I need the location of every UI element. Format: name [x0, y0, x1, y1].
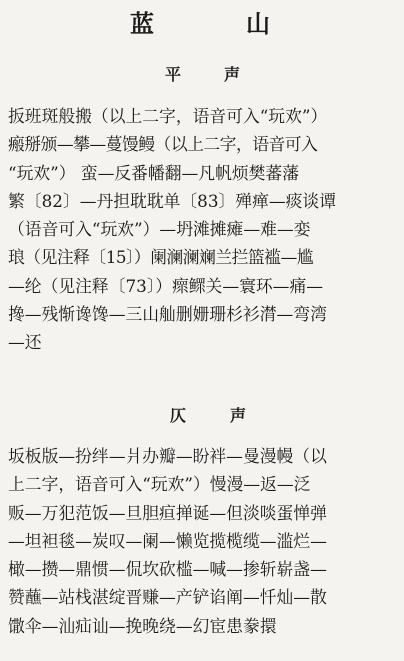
- text-line: 琅（见注释〔15〕）阑澜澜斓兰拦篮褴—尴: [8, 247, 314, 268]
- title-char-1: 蓝: [130, 9, 154, 38]
- heading-char-2: 声: [230, 406, 247, 425]
- text-line: 搀—残惭谗馋—三山舢删姗珊杉衫潸—弯湾: [8, 304, 327, 325]
- text-line: —还: [8, 332, 42, 353]
- section-heading-level-tone: [0, 62, 404, 88]
- text-line: —坦袒毯—炭叹—阑—懒览揽榄缆—滥烂—: [8, 530, 327, 551]
- text-line: 贩—万犯范饭—旦胆疸掸诞—但淡啖蛋惮弹: [8, 502, 327, 523]
- heading-char-1: 平: [165, 65, 182, 84]
- text-line: 上二字，语音可入“玩欢”）慢漫—返—泛: [8, 474, 311, 495]
- text-line: 坂板版—扮绊—爿办瓣—盼袢—曼漫幔（以: [8, 446, 327, 466]
- section-heading-oblique-tone: [0, 403, 404, 429]
- oblique-tone-text-block: [8, 442, 400, 640]
- text-line: —纶（见注释〔73〕）瘝鳏关—寰环—痛—: [8, 275, 324, 296]
- text-line: 橄—攒—鼎惯—侃坎砍槛—喊—掺斩崭盏—: [8, 559, 327, 580]
- text-line: 繁〔82〕—丹担耽耽单〔83〕殚瘅—痰谈谭: [8, 190, 336, 211]
- heading-char-1: 仄: [170, 406, 187, 425]
- text-line: 馓伞—汕疝讪—挽晚绕—幻宦患豢擐: [8, 615, 277, 636]
- level-tone-text-block: [8, 102, 400, 357]
- heading-char-2: 声: [224, 65, 241, 84]
- text-line: 赞蘸—站栈湛绽晋赚—产铲谄阐—忏灿—散: [8, 587, 327, 608]
- text-line: 扳班斑般搬（以上二字，语音可入“玩欢”）: [8, 106, 328, 126]
- page-title: [0, 6, 404, 42]
- text-line: “玩欢”） 蛮—反番幡翻—凡帆烦樊蕃藩: [8, 162, 299, 183]
- text-line: 瘢掰颁—攀—蔓馒鳗（以上二字，语音可入: [8, 134, 318, 155]
- text-line: （语音可入“玩欢”）—坍滩摊瘫—难—娈: [8, 219, 311, 240]
- title-char-2: 山: [246, 9, 270, 38]
